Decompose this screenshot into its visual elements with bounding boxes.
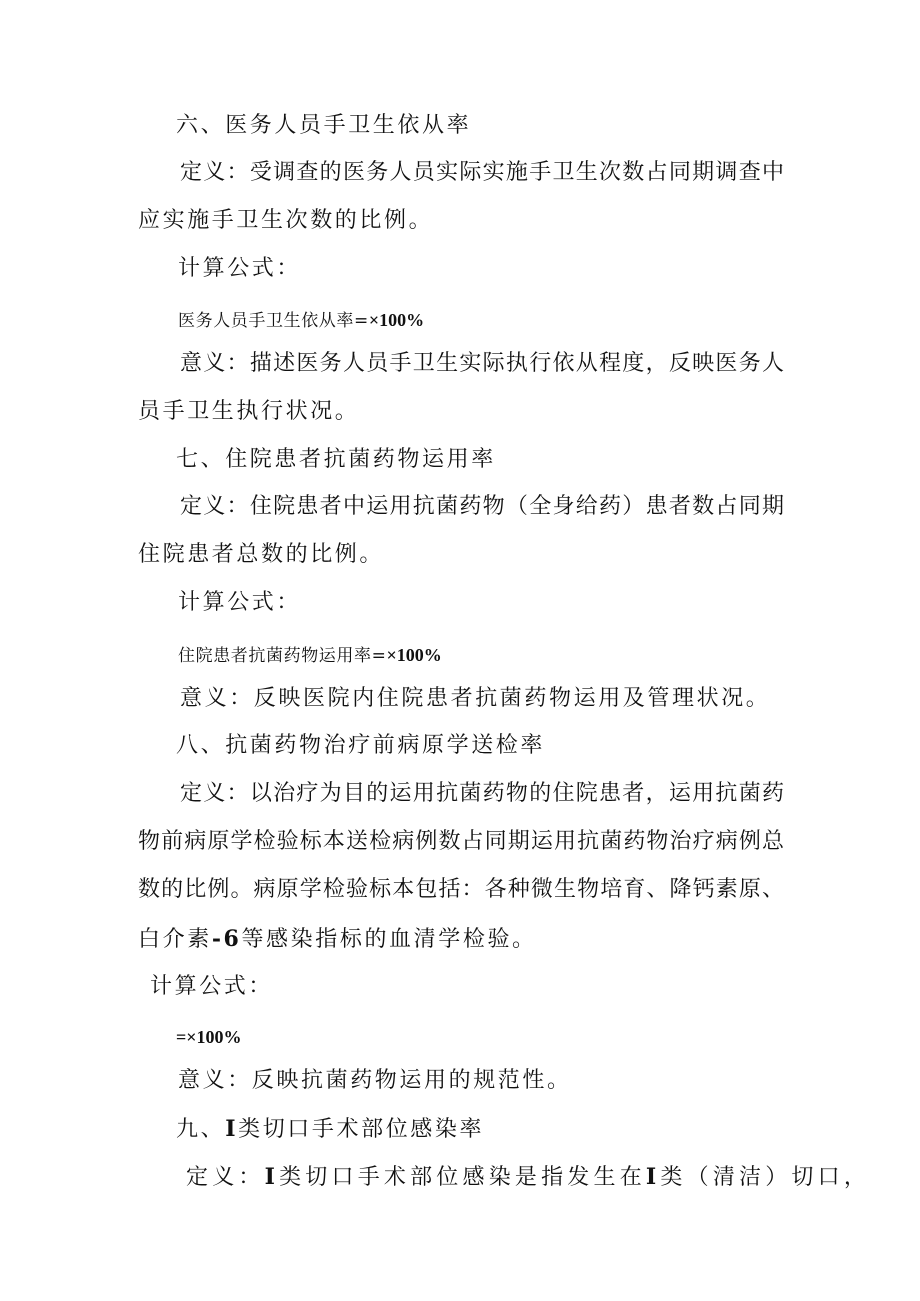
section-8-def-4a: 白介素	[138, 927, 212, 952]
section-9-def-c: 类切口手术部位感染是指发生在	[279, 1165, 646, 1190]
section-7-definition-line-2: 住院患者总数的比例。	[138, 542, 385, 567]
section-7-formula-text: 住院患者抗菌药物运用率=	[178, 646, 387, 666]
section-6-meaning-line-1: 意义：描述医务人员手卫生实际执行依从程度，反映医务人	[180, 351, 784, 376]
section-8-definition-line-1: 定义：以治疗为目的运用抗菌药物的住院患者，运用抗菌药	[180, 781, 784, 806]
section-7-calc-label: 计算公式：	[178, 590, 302, 615]
section-6-definition-line-1: 定义：受调查的医务人员实际实施手卫生次数占同期调查中	[180, 160, 784, 185]
section-8-formula-value: =×100%	[176, 1027, 242, 1047]
section-8-definition-line-4	[138, 924, 537, 955]
section-7-formula	[178, 643, 442, 668]
section-6-definition-line-2: 应实施手卫生次数的比例。	[138, 208, 434, 233]
section-8-meaning-line-1: 意义：反映抗菌药物运用的规范性。	[178, 1068, 572, 1093]
section-6-formula-text: 医务人员手卫生依从率=	[178, 311, 369, 331]
section-7-heading: 七、住院患者抗菌药物运用率	[176, 447, 496, 472]
section-7-meaning-line-1: 意义：反映医院内住院患者抗菌药物运用及管理状况。	[180, 686, 771, 711]
section-8-formula	[176, 1025, 242, 1050]
section-8-definition-line-2: 物前病原学检验标本送检病例数占同期运用抗菌药物治疗病例总	[138, 829, 784, 854]
section-9-definition-line-1	[186, 1162, 870, 1193]
section-8-def-4b: -6	[211, 926, 242, 952]
section-8-calc-label: 计算公式：	[150, 974, 274, 999]
section-9-def-d: I	[645, 1164, 661, 1190]
section-9-heading-c: 类切口手术部位感染率	[238, 1117, 485, 1142]
section-9-heading-b: I	[225, 1116, 239, 1142]
section-6-calc-label: 计算公式：	[178, 256, 302, 281]
section-9-def-a: 定义：	[186, 1165, 265, 1190]
section-7-definition-line-1: 定义：住院患者中运用抗菌药物（全身给药）患者数占同期	[180, 494, 784, 519]
section-6-formula-value: ×100%	[368, 310, 425, 330]
section-6-formula	[178, 308, 424, 333]
section-9-heading-a: 九、	[176, 1117, 226, 1142]
section-6-heading: 六、医务人员手卫生依从率	[176, 113, 472, 138]
section-8-heading: 八、抗菌药物治疗前病原学送检率	[176, 733, 546, 758]
section-6-meaning-line-2: 员手卫生执行状况。	[138, 399, 360, 424]
section-9-def-b: I	[264, 1164, 280, 1190]
section-9-def-e: 类（清洁）切口，	[660, 1165, 871, 1190]
section-8-definition-line-3: 数的比例。病原学检验标本包括：各种微生物培育、降钙素原、	[138, 877, 784, 902]
section-7-formula-value: ×100%	[386, 645, 442, 665]
section-9-heading	[176, 1114, 484, 1145]
section-8-def-4c: 等感染指标的血清学检验。	[241, 927, 537, 952]
